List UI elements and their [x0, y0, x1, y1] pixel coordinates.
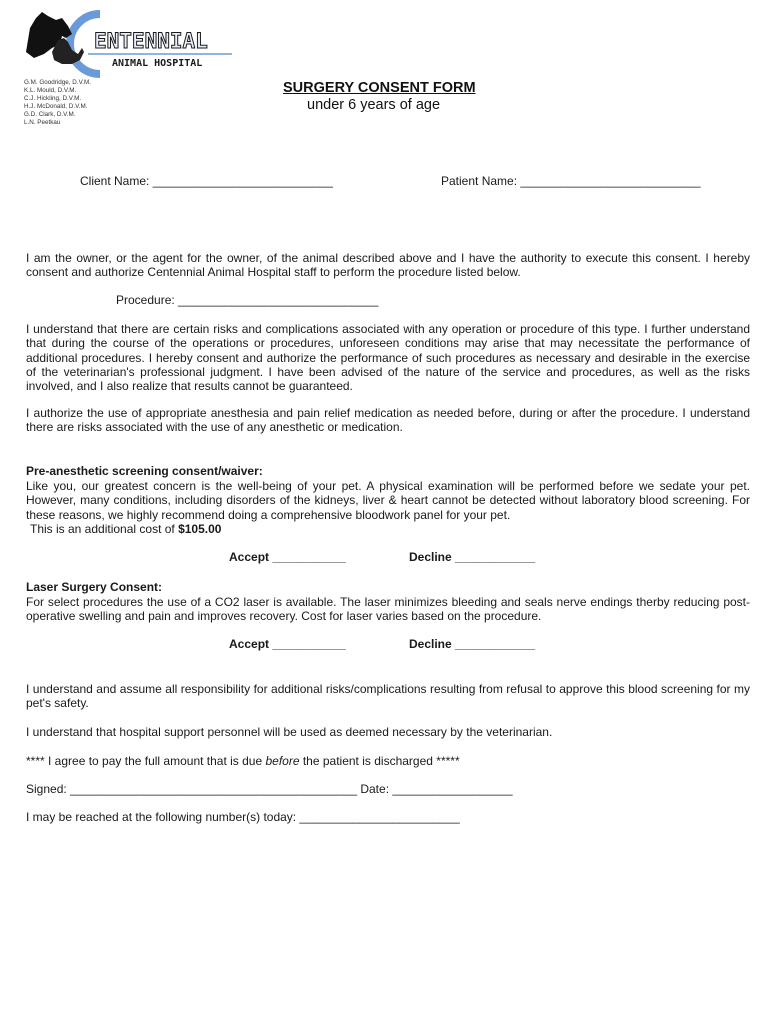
logo-graphic: [22, 8, 242, 80]
doctor-name: H.J. McDonald, D.V.M.: [24, 103, 88, 111]
doctor-name: K.L. Mould, D.V.M.: [24, 87, 77, 95]
agreement-emphasis: before: [265, 754, 300, 768]
logo-wordmark: ENTENNIAL: [94, 29, 208, 53]
agreement-text: **** I agree to pay the full amount that is due: [26, 754, 266, 768]
hospital-logo: [22, 8, 242, 80]
signature-date-field[interactable]: Signed: ___________________________________________ Date: __________________: [26, 782, 513, 796]
preanesthetic-cost: [30, 522, 221, 536]
preanesthetic-accept[interactable]: Accept ___________: [229, 550, 346, 564]
cost-amount: $105.00: [178, 522, 222, 536]
preanesthetic-body: Like you, our greatest concern is the well-being of your pet. A physical examination will be performed before we sedate your pet. However, many conditions, including disorders of the kidneys, liver & heart cannot be detected without laboratory blood screening. For these reasons, we highly recommend doing a comprehensive bloodwork panel for your pet.: [26, 479, 750, 522]
preanesthetic-heading: Pre-anesthetic screening consent/waiver:: [26, 464, 263, 478]
laser-heading: Laser Surgery Consent:: [26, 580, 163, 594]
doctor-name: G.D. Clark, D.V.M.: [24, 111, 76, 119]
agreement-text-end: the patient is discharged *****: [299, 754, 460, 768]
doctor-name: C.J. Hickling, D.V.M.: [24, 95, 82, 103]
client-name-field[interactable]: Client Name: ___________________________: [80, 174, 333, 188]
refusal-paragraph: I understand and assume all responsibility for additional risks/complications resulting from refusal to approve this blood screening for my pet's safety.: [26, 682, 750, 711]
personnel-paragraph: I understand that hospital support personnel will be used as deemed necessary by the veterinarian.: [26, 725, 553, 739]
owner-authorization-paragraph: I am the owner, or the agent for the owner, of the animal described above and I have the authority to execute this consent. I hereby consent and authorize Centennial Animal Hospital staff to perform the procedure listed below.: [26, 251, 750, 280]
form-title: SURGERY CONSENT FORM: [283, 80, 476, 96]
phone-field[interactable]: I may be reached at the following number(s) today: ________________________: [26, 810, 460, 824]
preanesthetic-decline[interactable]: Decline ____________: [409, 550, 536, 564]
laser-decline[interactable]: Decline ____________: [409, 637, 536, 651]
risks-paragraph: I understand that there are certain risks and complications associated with any operation or procedure of this type. I further understand that during the course of the operations or procedures, unforeseen conditions may arise that may necessitate the performance of additional procedures. I hereby consent and authorize the performance of such procedures as necessary and desirable in the exercise of the veterinarian's professional judgment. I have been advised of the nature of the service and procedures, as well as the risks involved, and I also realize that results cannot be guaranteed.: [26, 322, 750, 394]
doctor-name: G.M. Goodridge, D.V.M.: [24, 79, 91, 86]
laser-body: For select procedures the use of a CO2 laser is available. The laser minimizes bleeding and seals nerve endings therby reducing post-operative swelling and pain and improves recovery. Cost for laser varies based on the procedure.: [26, 595, 750, 624]
procedure-field[interactable]: Procedure: ______________________________: [116, 293, 379, 307]
logo-tagline: ANIMAL HOSPITAL: [112, 58, 203, 69]
payment-agreement: [26, 754, 460, 768]
anesthesia-paragraph: I authorize the use of appropriate anesthesia and pain relief medication as needed before, during or after the procedure. I understand there are risks associated with the use of any anesthetic or medication.: [26, 406, 750, 435]
form-subtitle: under 6 years of age: [307, 97, 441, 113]
patient-name-field[interactable]: Patient Name: ___________________________: [441, 174, 701, 188]
doctor-name: L.N. Peetkau: [24, 119, 61, 127]
laser-accept[interactable]: Accept ___________: [229, 637, 346, 651]
cost-label: This is an additional cost of: [30, 522, 179, 536]
doctor-list: [24, 79, 91, 128]
